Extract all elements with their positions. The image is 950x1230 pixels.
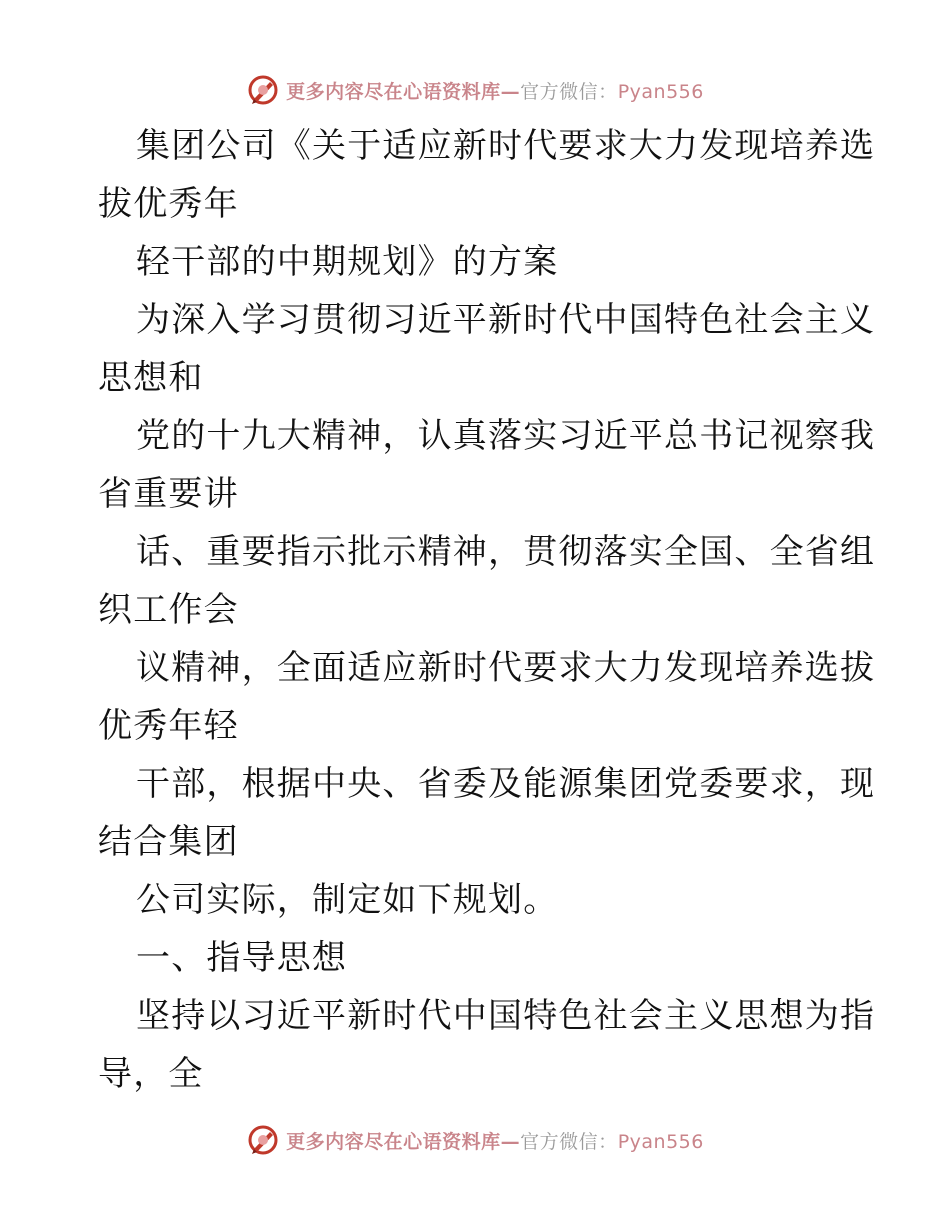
document-line: 一、指导思想 xyxy=(136,938,348,978)
banner-wechat-handle: Pyan556 xyxy=(617,1130,704,1153)
document-line: 集团公司《关于适应新时代要求大力发现培养选 xyxy=(136,126,876,166)
header-banner xyxy=(0,70,950,110)
banner-message: 更多内容尽在心语资料库—官方微信：Pyan556 xyxy=(286,1130,704,1153)
document-line: 轻干部的中期规划》的方案 xyxy=(136,242,559,282)
footer-banner xyxy=(0,1120,950,1160)
document-line: 党的十九大精神，认真落实习近平总书记视察我 xyxy=(136,416,876,456)
header-banner-inner xyxy=(246,73,704,107)
document-line: 导，全 xyxy=(98,1054,204,1094)
document-line: 为深入学习贯彻习近平新时代中国特色社会主义 xyxy=(136,300,876,340)
document-line: 思想和 xyxy=(98,358,204,398)
document-line: 拔优秀年 xyxy=(98,184,239,224)
document-line: 话、重要指示批示精神，贯彻落实全国、全省组 xyxy=(136,532,876,572)
document-line: 优秀年轻 xyxy=(98,706,239,746)
document-line: 公司实际，制定如下规划。 xyxy=(136,880,559,920)
pen-circle-icon xyxy=(246,73,280,107)
banner-message: 更多内容尽在心语资料库—官方微信：Pyan556 xyxy=(286,80,704,103)
banner-wechat-label: 官方微信： xyxy=(520,1130,618,1153)
document-line: 干部，根据中央、省委及能源集团党委要求，现 xyxy=(136,764,876,804)
document-line: 坚持以习近平新时代中国特色社会主义思想为指 xyxy=(136,996,876,1036)
banner-wechat-label: 官方微信： xyxy=(520,80,618,103)
footer-banner-inner xyxy=(246,1123,704,1157)
pen-circle-icon xyxy=(246,1123,280,1157)
banner-wechat-handle: Pyan556 xyxy=(617,80,704,103)
document-line: 织工作会 xyxy=(98,590,239,630)
document-line: 省重要讲 xyxy=(98,474,239,514)
document-body xyxy=(98,117,876,1103)
document-line: 议精神，全面适应新时代要求大力发现培养选拔 xyxy=(136,648,876,688)
document-line: 结合集团 xyxy=(98,822,239,862)
